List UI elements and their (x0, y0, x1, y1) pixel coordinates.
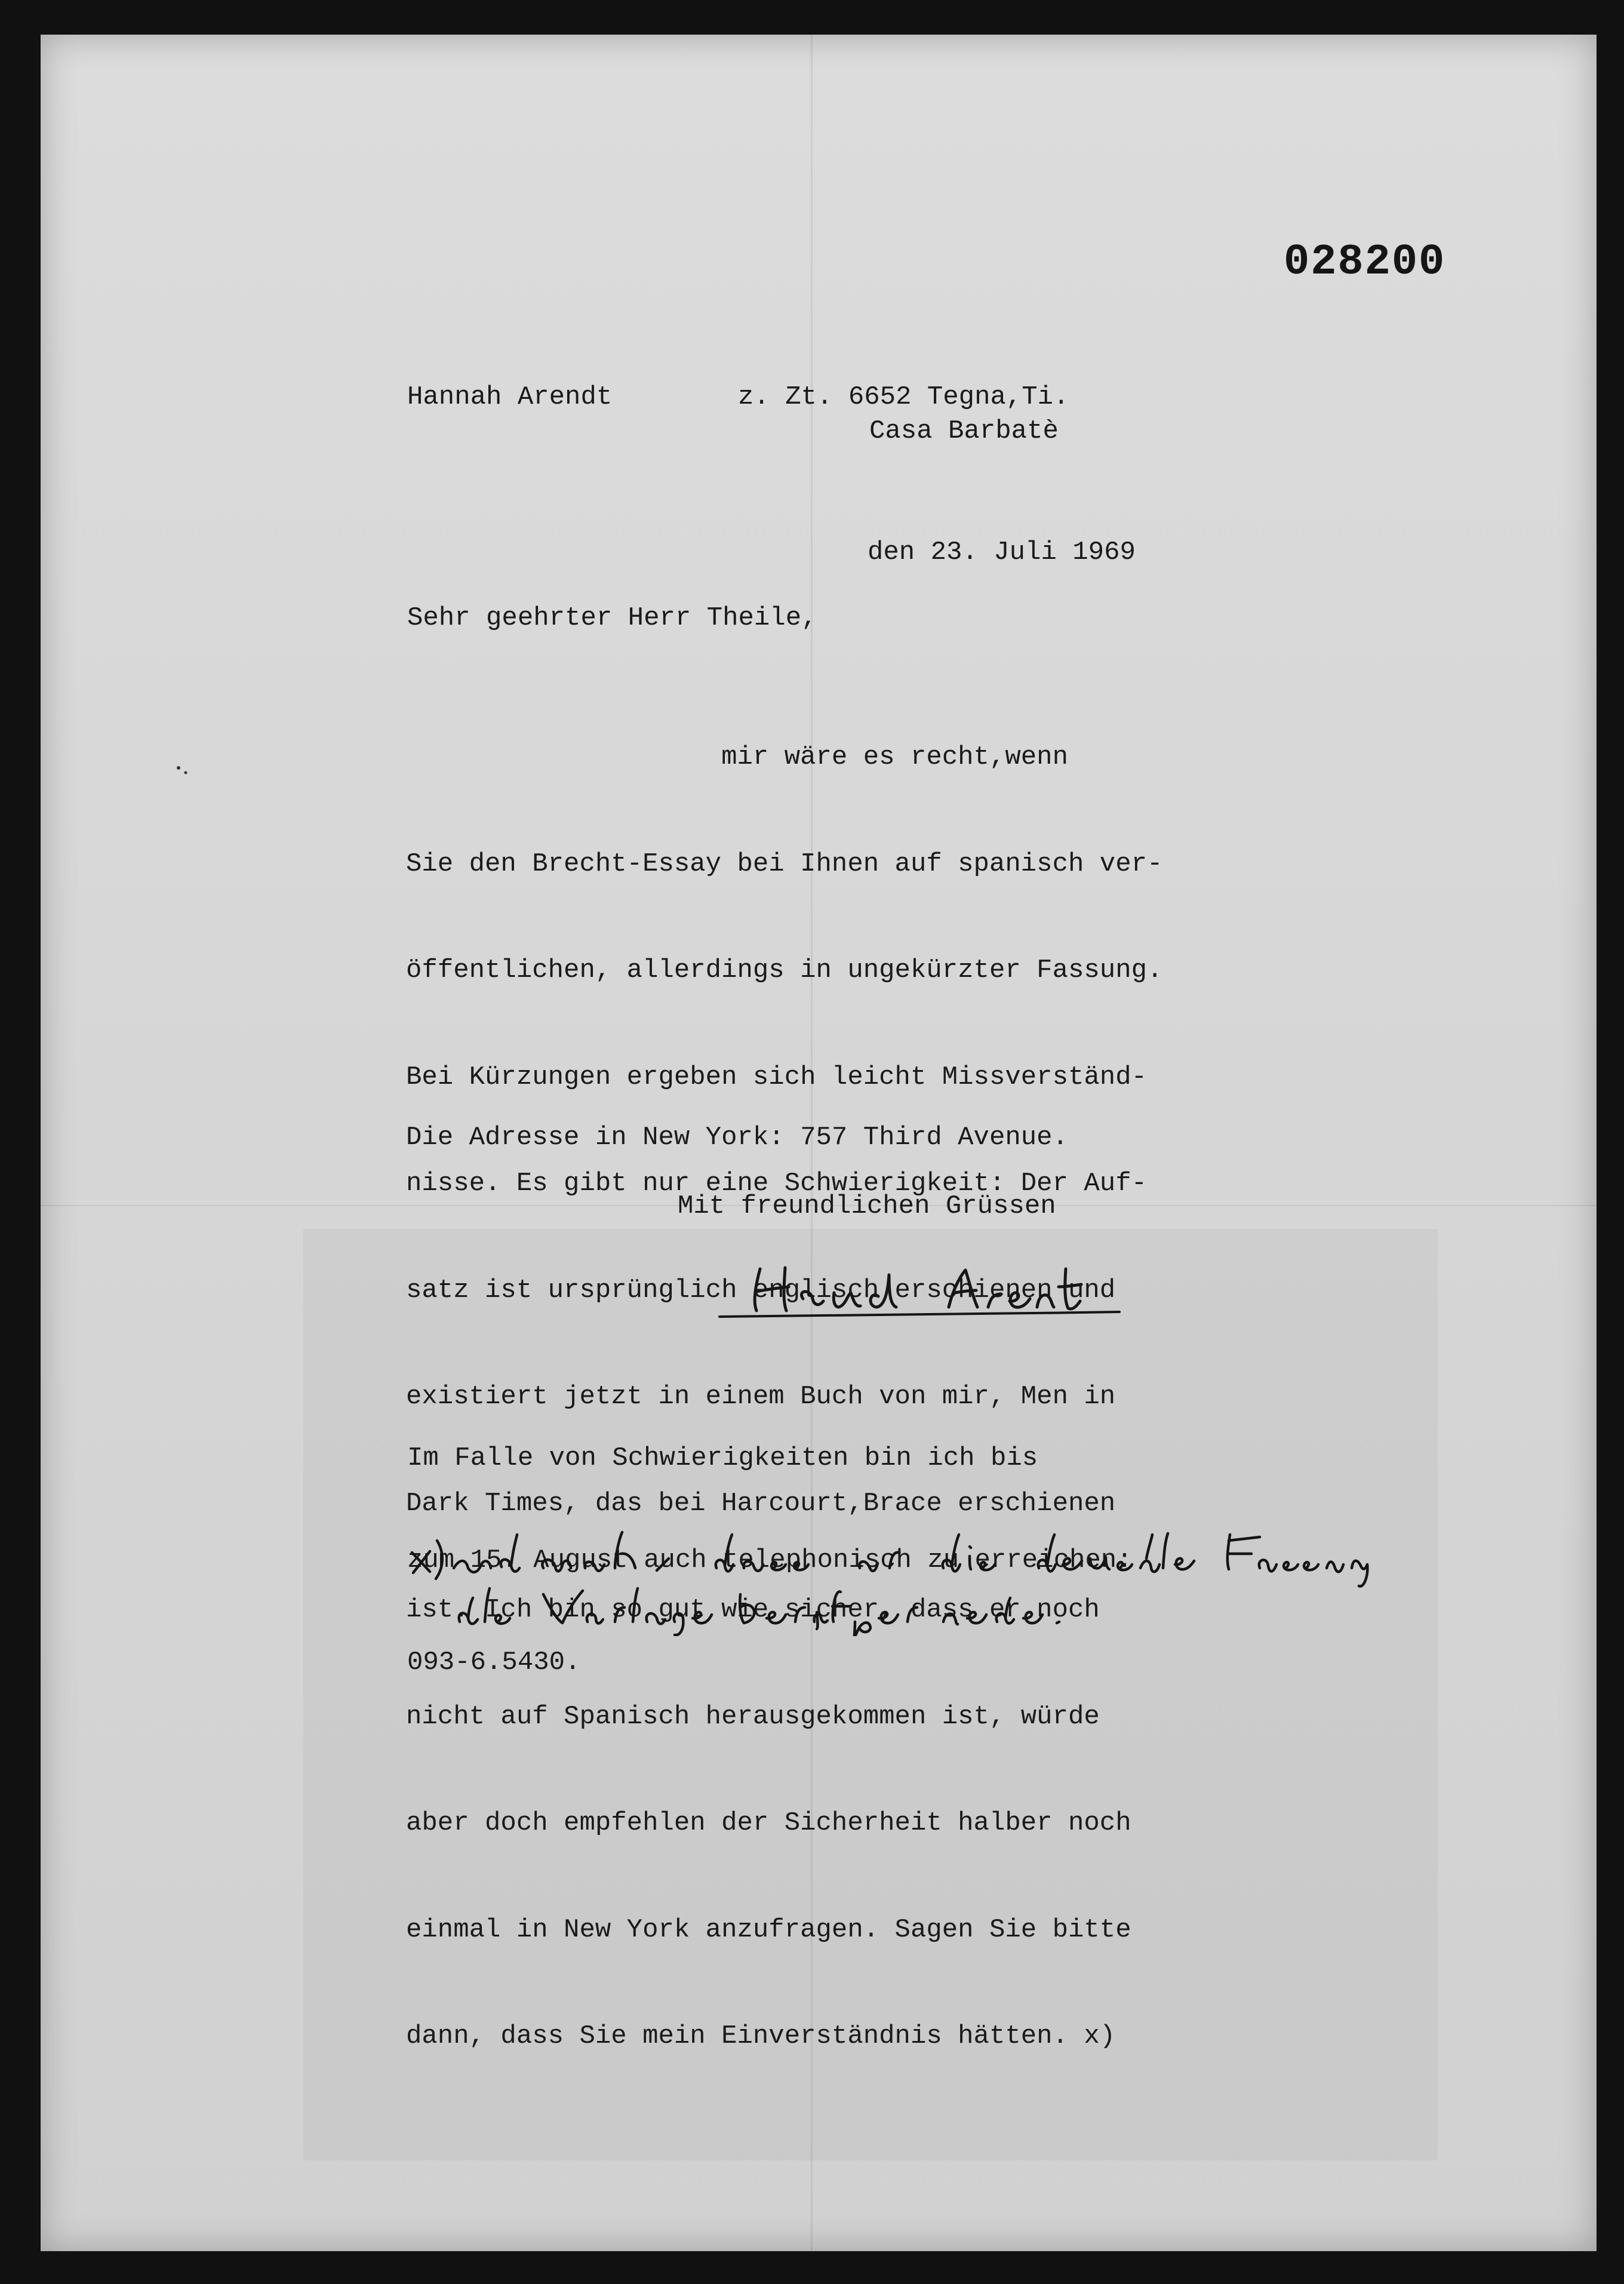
body-line: Bei Kürzungen ergeben sich leicht Missverständ- (406, 1062, 1148, 1092)
postscript-line: 093-6.5430. (407, 1647, 581, 1677)
postscript-line: zum 15. August auch telephonisch zu erreichen: (407, 1545, 1133, 1575)
body-line: mir wäre es recht,wenn (406, 742, 1068, 772)
sender-location-house: Casa Barbatè (869, 416, 1059, 446)
new-york-address: Die Adresse in New York: 757 Third Avenue. (406, 1123, 1068, 1152)
stray-ink-dots (175, 763, 193, 781)
body-line: Sie den Brecht-Essay bei Ihnen auf spanisch ver- (406, 849, 1163, 879)
body-line: aber doch empfehlen der Sicherheit halber noch (406, 1808, 1131, 1838)
body-line: öffentlichen, allerdings in ungekürzter Fassung. (406, 955, 1163, 985)
sender-location: z. Zt. 6652 Tegna,Ti. (738, 382, 1069, 412)
body-line: nisse. Es gibt nur eine Schwierigkeit: Der Auf- (406, 1169, 1148, 1198)
body-line: satz ist ursprünglich englisch erschienen und (406, 1275, 1116, 1305)
body-line: Dark Times, das bei Harcourt,Brace erschienen (406, 1488, 1116, 1518)
handwritten-annotation (406, 1517, 1391, 1636)
body-line: dann, dass Sie mein Einverständnis hätten. x) (406, 2021, 1116, 2051)
body-line: nicht auf Spanisch herausgekommen ist, würde (406, 1701, 1100, 1732)
body-line: existiert jetzt in einem Buch von mir, Men in (406, 1382, 1116, 1412)
sender-name: Hannah Arendt (407, 382, 613, 412)
postscript-line: Im Falle von Schwierigkeiten bin ich bis (407, 1443, 1038, 1473)
body-line: einmal in New York anzufragen. Sagen Sie bitte (406, 1914, 1131, 1945)
closing-greeting: Mit freundlichen Grüssen (678, 1191, 1056, 1221)
letter-date: den 23. Juli 1969 (868, 537, 1136, 567)
salutation: Sehr geehrter Herr Theile, (407, 603, 817, 633)
handwritten-signature (708, 1257, 1125, 1323)
body-line: ist. Ich bin so gut wie sicher, dass er noch (406, 1595, 1100, 1625)
archive-number: 028200 (1284, 238, 1446, 287)
